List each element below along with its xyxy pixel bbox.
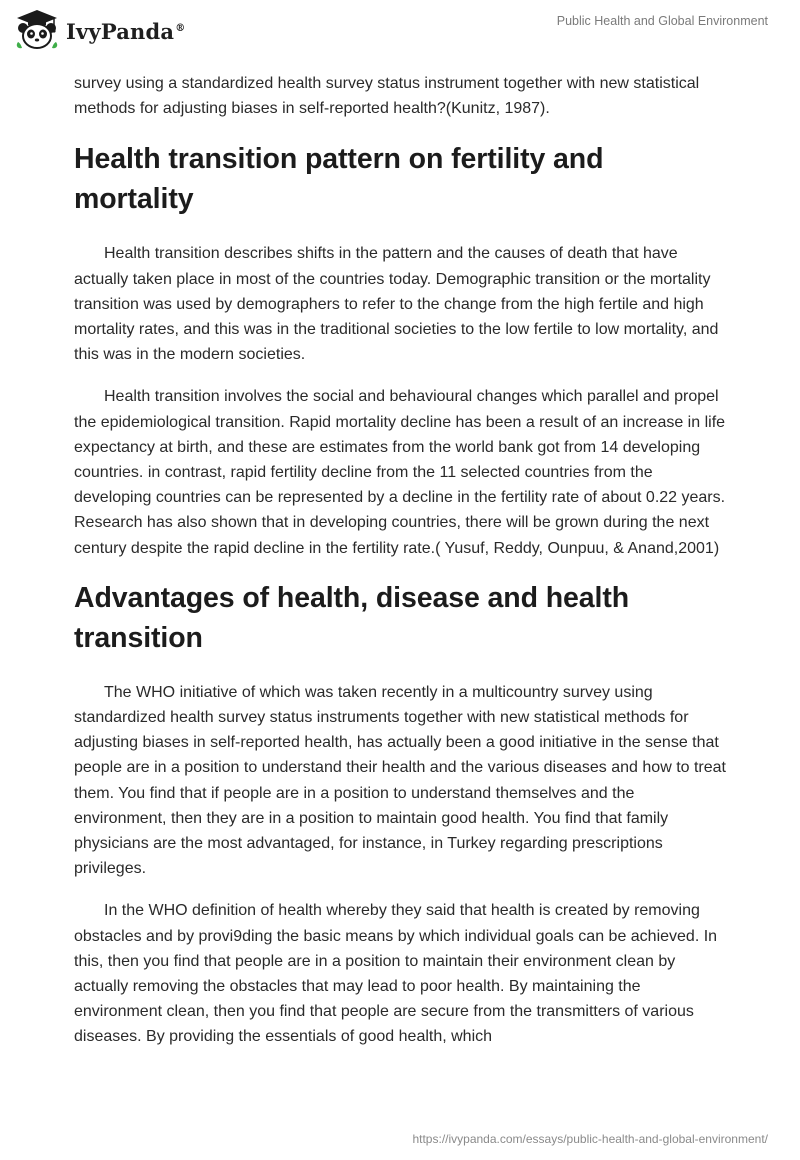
document-title: Public Health and Global Environment (556, 14, 768, 28)
panda-graduate-icon (14, 8, 60, 50)
logo-wordmark: IvyPanda® (66, 18, 186, 44)
paragraph-intro: survey using a standardized health survey status instrument together with new statistical methods for adjusting biases in self-reported health?(Kunitz, 1987). (74, 75, 700, 118)
paragraph: In the WHO definition of health whereby they said that health is created by removing obstacles and by provi9ding the basic means by which individual goals can be achieved. In this, then you find that people are in a position to maintain their environment clean by actually removing the obstacles that may lead to poor health. By maintaining the environment clean, then you find that people are secure from the transmitters of various diseases. By providing the essentials of good health, which (74, 902, 718, 1046)
paragraph: Health transition describes shifts in the pattern and the causes of death that have actually taken place in most of the countries today. Demographic transition or the mortality transition was used by demographers to refer to the change from the high fertile and high mortality rates, and this was in the traditional societies to the low fertile to low mortality, and this was in the modern societies. (74, 245, 719, 364)
paragraph: Health transition involves the social and behavioural changes which parallel and propel the epidemiological transition. Rapid mortality decline has been a result of an increase in life expectancy at birth, and these are estimates from the world bank got from 14 developing countries. in contrast, rapid fertility decline from the 11 selected countries from the developing countries can be represented by a decline in the fertility rate of about 0.22 years. Research has also shown that in developing countries, there will be grown during the next century despite the rapid decline in the fertility rate.( Yusuf, Reddy, Ounpuu, & Anand,2001) (74, 388, 726, 557)
article-body (74, 71, 726, 1050)
page-header (0, 0, 800, 72)
section-heading-advantages: Advantages of health, disease and health transition (74, 581, 630, 654)
section-heading-health-transition: Health transition pattern on fertility and mortality (74, 143, 604, 216)
source-url-link[interactable]: https://ivypanda.com/essays/public-health-and-global-environment/ (412, 1132, 768, 1146)
ivypanda-logo[interactable] (14, 8, 185, 50)
paragraph: The WHO initiative of which was taken recently in a multicountry survey using standardized health survey status instruments together with new statistical methods for adjusting biases in self-reported health, has actually been a good initiative in the sense that people are in a position to understand their health and the various diseases and how to treat them. You find that if people are in a position to understand themselves and the environment, then they are in a position to maintain good health. You find that family physicians are the most advantaged, for instance, in Turkey regarding prescriptions privileges. (74, 683, 726, 878)
